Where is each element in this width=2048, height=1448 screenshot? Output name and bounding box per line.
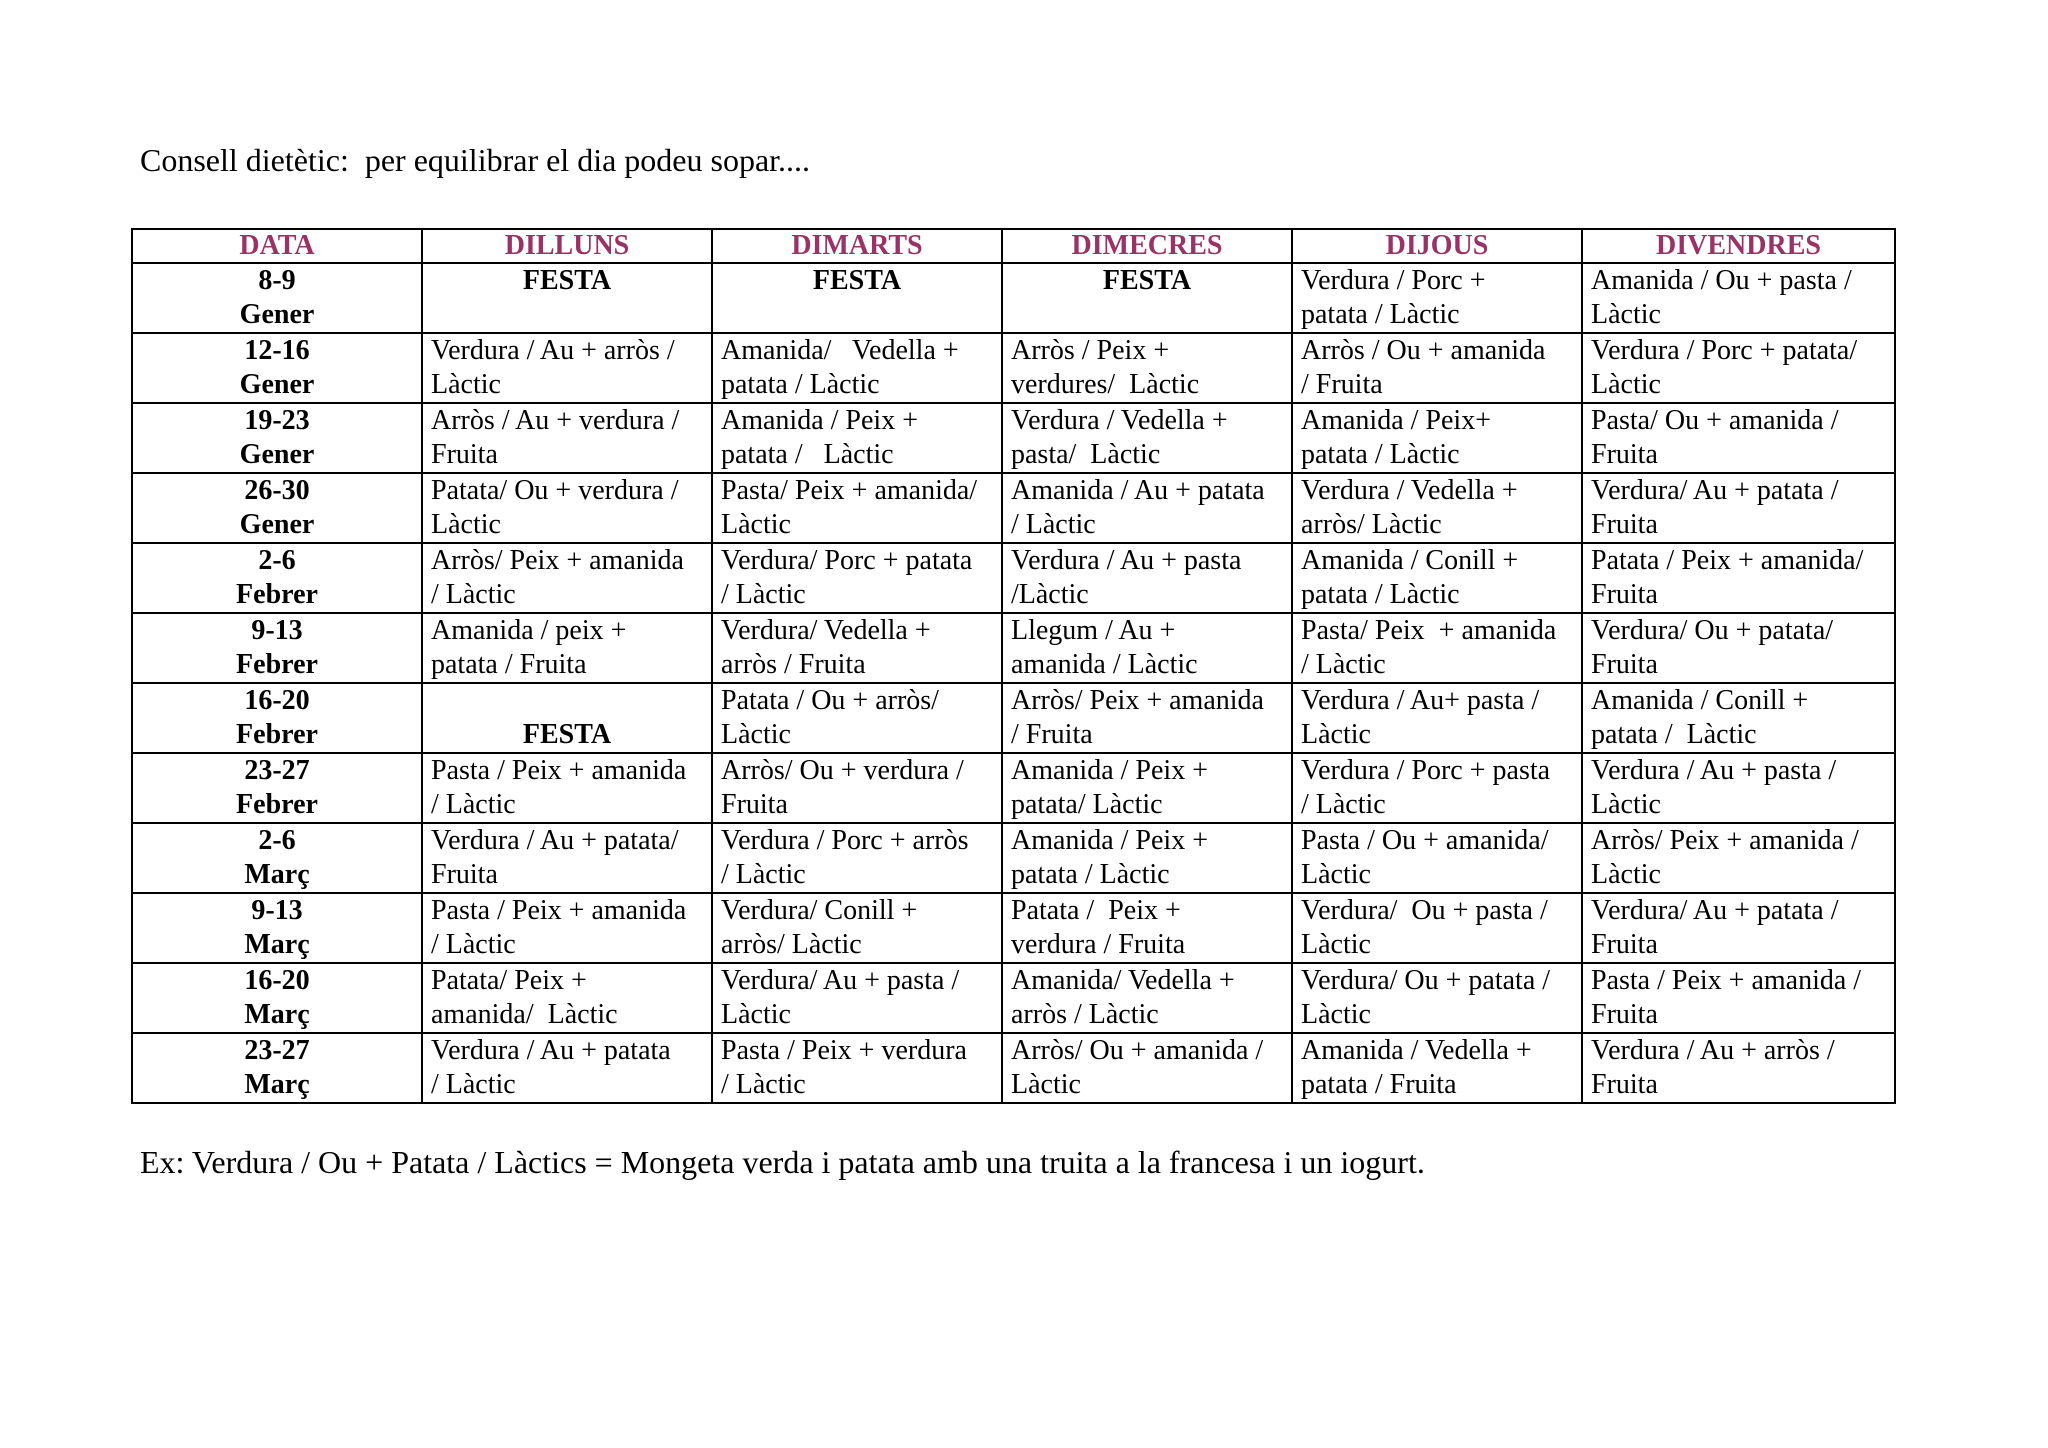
week-date-cell [132, 403, 422, 473]
week-date-cell [132, 753, 422, 823]
menu-cell-text: Pasta/ Ou + amanida / Fruita [1591, 405, 1839, 470]
menu-cell-text: Amanida / Conill + patata / Làctic [1591, 685, 1809, 750]
menu-cell-text: Pasta / Peix + verdura / Làctic [721, 1035, 967, 1100]
menu-cell [1582, 893, 1895, 963]
menu-cell [1292, 823, 1582, 893]
table-row [132, 333, 1895, 403]
menu-cell-text: Arròs/ Peix + amanida / Làctic [431, 545, 684, 610]
week-date-label: 2-6 Febrer [236, 545, 318, 610]
menu-cell [712, 893, 1002, 963]
menu-cell-text: Amanida / Peix + patata / Làctic [721, 405, 918, 470]
menu-cell-text: Verdura/ Ou + pasta / Làctic [1301, 895, 1548, 960]
menu-cell [422, 473, 712, 543]
menu-cell-text: Amanida/ Vedella + arròs / Làctic [1011, 965, 1235, 1030]
menu-cell-text: Pasta / Peix + amanida / Làctic [431, 895, 687, 960]
menu-cell [1002, 963, 1292, 1033]
menu-cell [422, 1033, 712, 1103]
menu-cell-text: Verdura / Au + patata/ Fruita [431, 825, 679, 890]
week-date-label: 9-13 Febrer [236, 615, 318, 680]
table-row [132, 753, 1895, 823]
menu-cell-text: Pasta / Peix + amanida / Fruita [1591, 965, 1862, 1030]
week-date-label: 12-16 Gener [239, 335, 315, 400]
menu-cell-text: Verdura / Au + arròs / Làctic [431, 335, 675, 400]
menu-cell-text: Verdura/ Au + pasta / Làctic [721, 965, 960, 1030]
menu-cell [1582, 963, 1895, 1033]
menu-cell-text: Verdura / Vedella + pasta/ Làctic [1011, 405, 1228, 470]
week-date-label: 23-27 Febrer [236, 755, 318, 820]
table-row [132, 1033, 1895, 1103]
table-header-row [132, 229, 1895, 263]
menu-cell-text: FESTA [522, 265, 612, 296]
menu-cell-text: FESTA [522, 719, 612, 750]
menu-cell-text: Pasta/ Peix + amanida/ Làctic [721, 475, 978, 540]
menu-cell [712, 753, 1002, 823]
menu-cell-text: FESTA [1102, 265, 1192, 296]
menu-cell [422, 543, 712, 613]
menu-cell-text: Amanida / Au + patata / Làctic [1011, 475, 1265, 540]
menu-cell-text: Verdura / Porc + pasta / Làctic [1301, 755, 1551, 820]
header-data: DATA [132, 229, 422, 263]
menu-cell [1292, 543, 1582, 613]
menu-cell [712, 333, 1002, 403]
dietary-advice-heading: Consell dietètic: per equilibrar el dia podeu sopar.... [140, 142, 811, 178]
menu-cell-text: Arròs / Peix + verdures/ Làctic [1011, 335, 1200, 400]
menu-cell [422, 893, 712, 963]
menu-cell [1292, 403, 1582, 473]
menu-cell-text: Amanida / Ou + pasta / Làctic [1591, 265, 1852, 330]
menu-cell [422, 403, 712, 473]
menu-cell [1292, 613, 1582, 683]
table-row [132, 893, 1895, 963]
menu-cell [1002, 823, 1292, 893]
menu-cell-text: Pasta / Ou + amanida/ Làctic [1301, 825, 1549, 890]
menu-cell-text: Verdura / Au+ pasta / Làctic [1301, 685, 1540, 750]
menu-cell-text: Verdura / Vedella + arròs/ Làctic [1301, 475, 1518, 540]
week-date-cell [132, 823, 422, 893]
menu-cell-text: Amanida / Vedella + patata / Fruita [1301, 1035, 1532, 1100]
menu-cell [422, 823, 712, 893]
menu-cell-text: Patata / Peix + verdura / Fruita [1011, 895, 1186, 960]
menu-cell-text: Llegum / Au + amanida / Làctic [1011, 615, 1198, 680]
menu-cell [1002, 683, 1292, 753]
menu-cell [422, 963, 712, 1033]
week-date-label: 26-30 Gener [239, 475, 315, 540]
menu-cell [422, 333, 712, 403]
menu-cell [1582, 333, 1895, 403]
week-date-cell [132, 333, 422, 403]
menu-cell-text: Amanida/ Vedella + patata / Làctic [721, 335, 959, 400]
menu-cell-text: Pasta / Peix + amanida / Làctic [431, 755, 687, 820]
week-date-cell [132, 613, 422, 683]
table-row [132, 823, 1895, 893]
menu-cell-text: FESTA [812, 265, 902, 296]
menu-cell [1002, 613, 1292, 683]
menu-cell-text: Patata/ Ou + verdura / Làctic [431, 475, 679, 540]
menu-cell [1292, 263, 1582, 333]
menu-cell-text: Verdura / Au + pasta /Làctic [1011, 545, 1242, 610]
week-date-label: 16-20 Febrer [236, 685, 318, 750]
menu-cell-text: Verdura/ Au + patata / Fruita [1591, 895, 1839, 960]
table-row [132, 403, 1895, 473]
menu-cell-text: Verdura/ Conill + arròs/ Làctic [721, 895, 918, 960]
menu-cell [422, 753, 712, 823]
holiday-cell [422, 263, 712, 333]
menu-cell-text: Patata / Peix + amanida/ Fruita [1591, 545, 1864, 610]
table-row [132, 613, 1895, 683]
menu-cell [1582, 403, 1895, 473]
menu-cell-text: Amanida / peix + patata / Fruita [431, 615, 627, 680]
holiday-cell [422, 683, 712, 753]
week-date-label: 8-9 Gener [239, 265, 315, 330]
menu-cell-text: Pasta/ Peix + amanida / Làctic [1301, 615, 1557, 680]
menu-cell-text: Arròs / Ou + amanida / Fruita [1301, 335, 1546, 400]
menu-cell-text: Patata/ Peix + amanida/ Làctic [431, 965, 618, 1030]
header-dimarts: DIMARTS [712, 229, 1002, 263]
menu-cell [712, 613, 1002, 683]
dinner-menu-table [131, 228, 1896, 1104]
menu-cell [1582, 263, 1895, 333]
menu-cell-text: Amanida / Peix + patata / Làctic [1011, 825, 1208, 890]
menu-cell-text: Arròs/ Peix + amanida / Fruita [1011, 685, 1264, 750]
menu-cell-text: Arròs/ Ou + amanida / Làctic [1011, 1035, 1264, 1100]
menu-cell-text: Amanida / Conill + patata / Làctic [1301, 545, 1519, 610]
week-date-label: 19-23 Gener [239, 405, 315, 470]
menu-cell [1002, 753, 1292, 823]
week-date-cell [132, 263, 422, 333]
menu-cell [712, 403, 1002, 473]
example-note: Ex: Verdura / Ou + Patata / Làctics = Mongeta verda i patata amb una truita a la francesa i un iogurt. [140, 1144, 1425, 1180]
menu-cell-text: Verdura / Au + pasta / Làctic [1591, 755, 1837, 820]
menu-cell [1002, 893, 1292, 963]
table-row [132, 473, 1895, 543]
menu-cell-text: Arròs / Au + verdura / Fruita [431, 405, 680, 470]
menu-cell [422, 613, 712, 683]
menu-cell-text: Verdura/ Porc + patata / Làctic [721, 545, 973, 610]
menu-cell-text: Arròs/ Peix + amanida / Làctic [1591, 825, 1859, 890]
menu-cell [1292, 473, 1582, 543]
menu-cell-text: Amanida / Peix+ patata / Làctic [1301, 405, 1491, 470]
header-dilluns: DILLUNS [422, 229, 712, 263]
menu-cell [712, 543, 1002, 613]
menu-cell [1002, 543, 1292, 613]
menu-cell-text: Verdura / Porc + patata / Làctic [1301, 265, 1486, 330]
menu-cell-text: Verdura/ Vedella + arròs / Fruita [721, 615, 931, 680]
week-date-cell [132, 963, 422, 1033]
week-date-cell [132, 893, 422, 963]
table-row [132, 963, 1895, 1033]
week-date-label: 9-13 Març [244, 895, 310, 960]
header-dimecres: DIMECRES [1002, 229, 1292, 263]
week-date-cell [132, 473, 422, 543]
holiday-cell [1002, 263, 1292, 333]
week-date-label: 23-27 Març [244, 1035, 310, 1100]
menu-cell-text: Verdura/ Au + patata / Fruita [1591, 475, 1839, 540]
menu-cell [1002, 403, 1292, 473]
menu-cell [1002, 333, 1292, 403]
menu-cell [1002, 473, 1292, 543]
table-row [132, 683, 1895, 753]
menu-cell [1582, 543, 1895, 613]
menu-cell [1292, 683, 1582, 753]
holiday-cell [712, 263, 1002, 333]
week-date-label: 2-6 Març [244, 825, 310, 890]
menu-cell [1002, 1033, 1292, 1103]
menu-cell-text: Verdura / Au + arròs / Fruita [1591, 1035, 1835, 1100]
menu-cell-text: Verdura/ Ou + patata / Làctic [1301, 965, 1551, 1030]
table-row [132, 263, 1895, 333]
menu-cell [1582, 613, 1895, 683]
header-divendres: DIVENDRES [1582, 229, 1895, 263]
menu-cell [1582, 683, 1895, 753]
menu-cell-text: Verdura / Porc + arròs / Làctic [721, 825, 969, 890]
menu-cell [1292, 333, 1582, 403]
menu-cell [712, 473, 1002, 543]
menu-cell [1292, 963, 1582, 1033]
menu-cell [1582, 1033, 1895, 1103]
menu-cell [1582, 473, 1895, 543]
menu-cell-text: Patata / Ou + arròs/ Làctic [721, 685, 939, 750]
menu-cell-text: Verdura / Porc + patata/ Làctic [1591, 335, 1858, 400]
menu-cell-text: Verdura/ Ou + patata/ Fruita [1591, 615, 1834, 680]
menu-cell [1582, 753, 1895, 823]
menu-cell [712, 1033, 1002, 1103]
menu-cell [1292, 893, 1582, 963]
menu-cell [712, 823, 1002, 893]
menu-cell [1292, 1033, 1582, 1103]
week-date-label: 16-20 Març [244, 965, 310, 1030]
week-date-cell [132, 1033, 422, 1103]
menu-cell-text: Arròs/ Ou + verdura / Fruita [721, 755, 964, 820]
table-row [132, 543, 1895, 613]
menu-cell [712, 963, 1002, 1033]
menu-cell-text: Verdura / Au + patata / Làctic [431, 1035, 671, 1100]
menu-cell [1582, 823, 1895, 893]
menu-cell [1292, 753, 1582, 823]
menu-cell [712, 683, 1002, 753]
week-date-cell [132, 543, 422, 613]
week-date-cell [132, 683, 422, 753]
menu-cell-text: Amanida / Peix + patata/ Làctic [1011, 755, 1208, 820]
header-dijous: DIJOUS [1292, 229, 1582, 263]
